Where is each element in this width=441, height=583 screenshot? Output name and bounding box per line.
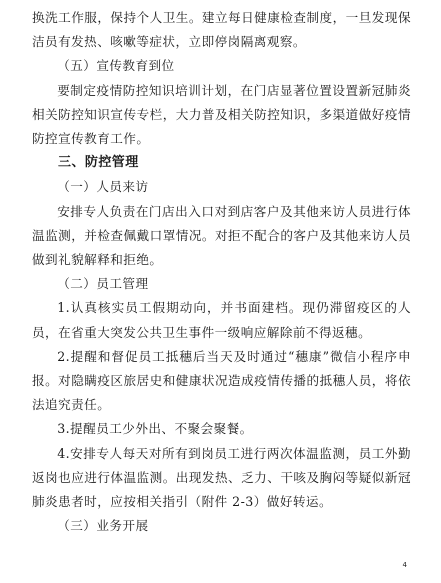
list-item-4-temperature-monitoring: 4.安排专人每天对所有到岗员工进行两次体温监测，员工外勤返岗也应进行体温监测。出现发热、乏力、干咳及胸闷等疑似新冠肺炎患者时，应按相关指引（附件 2-3）做好转运。	[32, 445, 411, 510]
list-item-2-report-suikang: 2.提醒和督促员工抵穗后当天及时通过“穗康”微信小程序申报。对隐瞒疫区旅居史和健康状况造成疫情传播的抵穗人员，将依法追究责任。	[32, 348, 411, 413]
paragraph-hygiene-health-check: 换洗工作服，保持个人卫生。建立每日健康检查制度，一旦发现保洁员有发热、咳嗽等症状，立即停岗隔离观察。	[32, 10, 411, 50]
paragraph-training-plan: 要制定疫情防控知识培训计划，在门店显著位置设置新冠肺炎相关防控知识宣传专栏，大力普及相关防控知识，多渠道做好疫情防控宣传教育工作。	[32, 82, 411, 147]
paragraph-visitor-temperature-check: 安排专人负责在门店出入口对到店客户及其他来访人员进行体温监测，并检查佩戴口罩情况。对拒不配合的客户及其他来访人员做到礼貌解释和拒绝。	[32, 203, 411, 268]
list-item-1-verify-holiday: 1.认真核实员工假期动向，并书面建档。现仍滞留疫区的人员，在省重大突发公共卫生事件一级响应解除前不得返穗。	[32, 300, 411, 340]
subheading-staff-management: （二）员工管理	[57, 276, 149, 292]
section-heading-publicity-education: （五）宣传教育到位	[57, 58, 175, 74]
page-number: 4	[402, 561, 407, 569]
list-item-3-reduce-gatherings: 3.提醒员工少外出、不聚会聚餐。	[57, 421, 253, 437]
subheading-business-operations: （三）业务开展	[57, 518, 149, 534]
subheading-visitors: （一）人员来访	[57, 179, 149, 195]
section-heading-prevention-management: 三、防控管理	[58, 155, 139, 171]
